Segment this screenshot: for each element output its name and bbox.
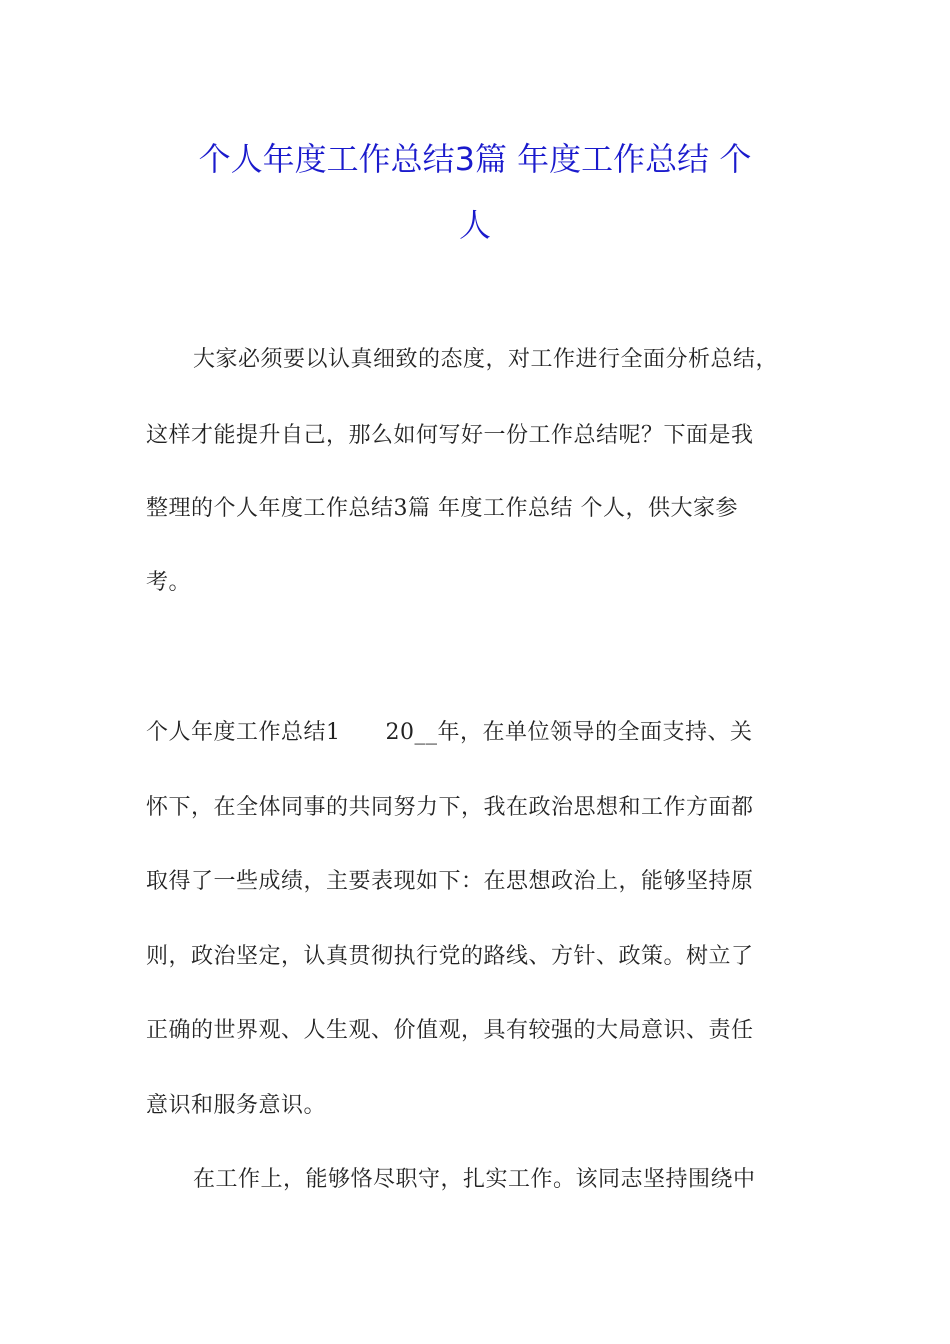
title-line-2: 人	[458, 206, 491, 244]
intro-line-1: 大家必须要以认真细致的态度，对工作进行全面分析总结，	[193, 347, 779, 372]
title-line-1: 个人年度工作总结3篇 年度工作总结 个	[198, 140, 752, 178]
section2-line-1: 在工作上，能够恪尽职守，扎实工作。该同志坚持围绕中	[193, 1167, 756, 1192]
section1-line-4: 则，政治坚定，认真贯彻执行党的路线、方针、政策。树立了	[146, 944, 754, 969]
document-title	[140, 126, 810, 258]
section1-line-3: 取得了一些成绩，主要表现如下：在思想政治上，能够坚持原	[146, 869, 754, 894]
intro-line-2: 这样才能提升自己，那么如何写好一份工作总结呢？下面是我	[146, 423, 754, 448]
section1-line-5: 正确的世界观、人生观、价值观，具有较强的大局意识、责任	[146, 1018, 754, 1043]
intro-line-3: 整理的个人年度工作总结3篇 年度工作总结 个人，供大家参	[146, 496, 738, 521]
intro-line-4: 考。	[146, 570, 192, 595]
section1-line-1: 个人年度工作总结1 20__年，在单位领导的全面支持、关	[146, 720, 753, 745]
section1-line-6: 意识和服务意识。	[146, 1093, 327, 1118]
section1-line-2: 怀下，在全体同事的共同努力下，我在政治思想和工作方面都	[146, 795, 754, 820]
